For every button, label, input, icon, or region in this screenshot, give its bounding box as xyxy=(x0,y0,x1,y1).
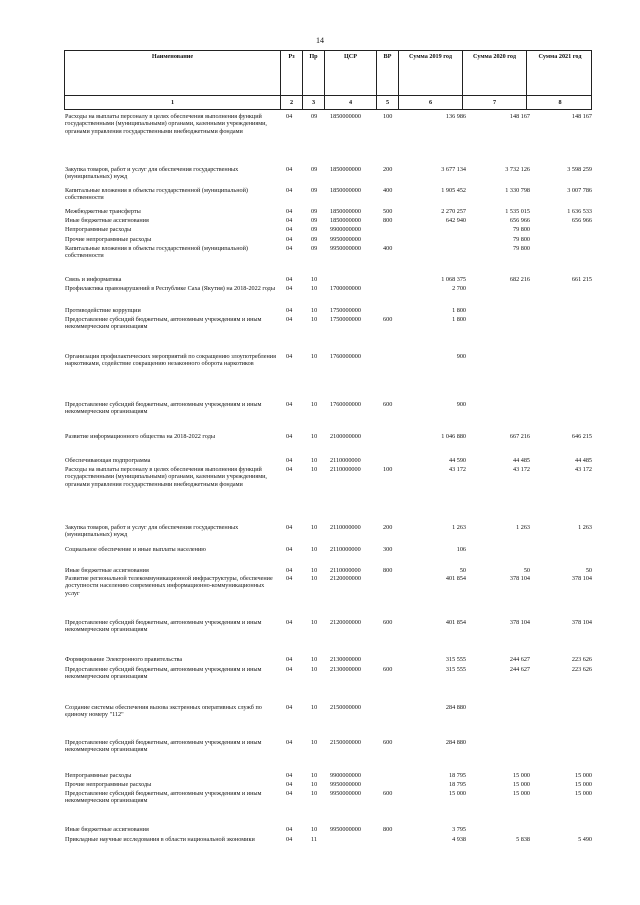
row-csr: 9950000000 xyxy=(330,790,361,797)
row-rz: 04 xyxy=(286,666,293,673)
row-pr: 10 xyxy=(311,276,318,283)
row-rz: 04 xyxy=(286,433,293,440)
row-pr: 10 xyxy=(311,524,318,531)
row-sum-2019: 3 677 134 xyxy=(441,166,466,173)
header-sum-2020: Сумма 2020 год xyxy=(463,51,527,95)
row-vr: 300 xyxy=(383,546,393,553)
row-sum-2020: 79 800 xyxy=(512,236,530,243)
row-name: Непрограммные расходы xyxy=(65,226,132,233)
row-pr: 10 xyxy=(311,575,318,582)
row-rz: 04 xyxy=(286,276,293,283)
row-pr: 10 xyxy=(311,353,318,360)
row-sum-2021: 148 167 xyxy=(571,113,592,120)
row-pr: 10 xyxy=(311,772,318,779)
row-pr: 10 xyxy=(311,316,318,323)
row-csr: 1750000000 xyxy=(330,316,361,323)
row-sum-2020: 50 xyxy=(523,567,530,574)
row-name: Расходы на выплаты персоналу в целях обеспечения выполнения функций государственными (муниципальными) органами, казенными учреждениями, органами управления государственными внебюджетными фондами xyxy=(65,466,267,488)
row-name: Предоставление субсидий бюджетным, автономным учреждениям и иным некоммерческим организациям xyxy=(65,666,262,681)
row-pr: 10 xyxy=(311,546,318,553)
row-sum-2019: 44 590 xyxy=(448,457,466,464)
row-csr: 2120000000 xyxy=(330,575,361,582)
row-name: Иные бюджетные ассигнования xyxy=(65,826,149,833)
row-pr: 10 xyxy=(311,826,318,833)
row-sum-2020: 244 627 xyxy=(509,656,530,663)
row-name: Расходы на выплаты персоналу в целях обеспечения выполнения функций государственными (муниципальными) органами, казенными учреждениями, органами управления государственными внебюджетными фондами xyxy=(65,113,267,135)
row-rz: 04 xyxy=(286,285,293,292)
row-name: Прочие непрограммные расходы xyxy=(65,781,152,788)
row-sum-2020: 378 104 xyxy=(509,575,530,582)
row-sum-2021: 43 172 xyxy=(574,466,592,473)
row-csr: 1760000000 xyxy=(330,353,361,360)
row-rz: 04 xyxy=(286,226,293,233)
row-vr: 400 xyxy=(383,245,393,252)
row-rz: 04 xyxy=(286,739,293,746)
row-vr: 600 xyxy=(383,790,393,797)
row-pr: 09 xyxy=(311,217,318,224)
row-sum-2019: 1 800 xyxy=(452,307,466,314)
col-number: 8 xyxy=(558,99,562,106)
row-rz: 04 xyxy=(286,401,293,408)
row-sum-2021: 656 966 xyxy=(571,217,592,224)
row-name: Обеспечивающая подпрограмма xyxy=(65,457,151,464)
row-vr: 500 xyxy=(383,208,393,215)
row-vr: 600 xyxy=(383,619,393,626)
row-name: Формирование Электронного правительства xyxy=(65,656,183,663)
row-pr: 10 xyxy=(311,739,318,746)
header-csr: ЦСР xyxy=(325,51,377,95)
budget-table xyxy=(64,50,592,870)
row-csr: 1760000000 xyxy=(330,401,361,408)
row-csr: 2150000000 xyxy=(330,704,361,711)
row-sum-2019: 1 800 xyxy=(452,316,466,323)
row-csr: 9950000000 xyxy=(330,826,361,833)
row-vr: 200 xyxy=(383,524,393,531)
row-pr: 10 xyxy=(311,285,318,292)
row-vr: 400 xyxy=(383,187,393,194)
table-body xyxy=(64,110,592,870)
row-rz: 04 xyxy=(286,466,293,473)
row-sum-2021: 646 215 xyxy=(571,433,592,440)
row-sum-2019: 315 555 xyxy=(445,666,466,673)
header-pr: Пр xyxy=(303,51,325,95)
row-rz: 04 xyxy=(286,790,293,797)
row-csr: 9950000000 xyxy=(330,245,361,252)
row-rz: 04 xyxy=(286,772,293,779)
row-sum-2019: 4 938 xyxy=(452,836,466,843)
row-sum-2019: 284 880 xyxy=(445,739,466,746)
row-pr: 09 xyxy=(311,208,318,215)
row-rz: 04 xyxy=(286,781,293,788)
row-name: Предоставление субсидий бюджетным, автономным учреждениям и иным некоммерческим организациям xyxy=(65,401,262,416)
row-sum-2021: 223 626 xyxy=(571,666,592,673)
row-csr: 1850000000 xyxy=(330,113,361,120)
row-rz: 04 xyxy=(286,575,293,582)
header-sum-2021: Сумма 2021 год xyxy=(538,53,582,60)
row-rz: 04 xyxy=(286,208,293,215)
row-csr: 2100000000 xyxy=(330,433,361,440)
col-number: 3 xyxy=(303,96,325,109)
row-rz: 04 xyxy=(286,353,293,360)
row-name: Противодействие коррупции xyxy=(65,307,141,314)
row-rz: 04 xyxy=(286,524,293,531)
row-rz: 04 xyxy=(286,656,293,663)
row-pr: 10 xyxy=(311,619,318,626)
row-sum-2021: 378 104 xyxy=(571,575,592,582)
row-csr: 1700000000 xyxy=(330,285,361,292)
row-sum-2020: 667 216 xyxy=(509,433,530,440)
row-sum-2021: 3 007 786 xyxy=(567,187,592,194)
row-vr: 100 xyxy=(383,466,393,473)
row-sum-2021: 661 215 xyxy=(571,276,592,283)
row-name: Предоставление субсидий бюджетным, автономным учреждениям и иным некоммерческим организациям xyxy=(65,739,262,754)
row-sum-2020: 79 800 xyxy=(512,245,530,252)
row-vr: 600 xyxy=(383,666,393,673)
row-pr: 09 xyxy=(311,166,318,173)
row-csr: 2110000000 xyxy=(330,567,361,574)
row-sum-2021: 15 000 xyxy=(574,790,592,797)
row-name: Развитие информационного общества на 2018-2022 годы xyxy=(65,433,216,440)
row-csr: 1750000000 xyxy=(330,307,361,314)
row-sum-2019: 15 000 xyxy=(448,790,466,797)
row-sum-2020: 148 167 xyxy=(509,113,530,120)
row-sum-2020: 15 000 xyxy=(512,790,530,797)
col-number: 5 xyxy=(377,96,399,109)
col-number: 4 xyxy=(325,96,377,109)
row-name: Иные бюджетные ассигнования xyxy=(65,217,149,224)
row-sum-2019: 284 880 xyxy=(445,704,466,711)
table-header xyxy=(64,50,592,96)
row-name: Профилактика правонарушений в Республике Саха (Якутия) на 2018-2022 годы xyxy=(65,285,275,292)
row-csr: 2150000000 xyxy=(330,739,361,746)
row-sum-2020: 44 485 xyxy=(512,457,530,464)
row-sum-2019: 900 xyxy=(456,353,466,360)
row-vr: 600 xyxy=(383,739,393,746)
row-name: Социальное обеспечение и иные выплаты населению xyxy=(65,546,206,553)
header-column-numbers xyxy=(64,96,592,110)
row-csr: 1850000000 xyxy=(330,217,361,224)
row-sum-2019: 18 795 xyxy=(448,781,466,788)
row-name: Создание системы обеспечения вызова экстренных оперативных служб по единому номеру "112" xyxy=(65,704,262,719)
row-csr: 9900000000 xyxy=(330,226,361,233)
row-name: Связь и информатика xyxy=(65,276,122,283)
row-name: Капитальные вложения в объекты государственной (муниципальной) собственности xyxy=(65,245,248,260)
row-csr: 9950000000 xyxy=(330,781,361,788)
row-sum-2020: 1 263 xyxy=(516,524,530,531)
row-sum-2021: 223 626 xyxy=(571,656,592,663)
row-pr: 10 xyxy=(311,401,318,408)
row-rz: 04 xyxy=(286,236,293,243)
row-sum-2021: 15 000 xyxy=(574,772,592,779)
row-vr: 800 xyxy=(383,826,393,833)
row-sum-2019: 315 555 xyxy=(445,656,466,663)
row-pr: 09 xyxy=(311,236,318,243)
row-pr: 10 xyxy=(311,457,318,464)
row-rz: 04 xyxy=(286,619,293,626)
row-pr: 10 xyxy=(311,656,318,663)
row-pr: 10 xyxy=(311,666,318,673)
row-sum-2021: 15 000 xyxy=(574,781,592,788)
row-sum-2019: 3 795 xyxy=(452,826,466,833)
row-sum-2021: 5 490 xyxy=(578,836,592,843)
row-csr: 2130000000 xyxy=(330,666,361,673)
row-csr: 2110000000 xyxy=(330,466,361,473)
row-pr: 10 xyxy=(311,790,318,797)
row-pr: 11 xyxy=(311,836,317,843)
row-pr: 09 xyxy=(311,226,318,233)
row-sum-2019: 900 xyxy=(456,401,466,408)
row-name: Предоставление субсидий бюджетным, автономным учреждениям и иным некоммерческим организациям xyxy=(65,619,262,634)
row-sum-2019: 50 xyxy=(459,567,466,574)
row-vr: 100 xyxy=(383,113,393,120)
row-sum-2019: 1 905 452 xyxy=(441,187,466,194)
row-sum-2020: 5 838 xyxy=(516,836,530,843)
header-vr: ВР xyxy=(377,51,399,95)
row-name: Закупка товаров, работ и услуг для обеспечения государственных (муниципальных) нужд xyxy=(65,166,239,181)
row-rz: 04 xyxy=(286,546,293,553)
col-number: 1 xyxy=(65,96,281,109)
row-pr: 10 xyxy=(311,567,318,574)
row-sum-2020: 3 732 126 xyxy=(505,166,530,173)
row-rz: 04 xyxy=(286,316,293,323)
row-vr: 200 xyxy=(383,166,393,173)
row-name: Организация профилактических мероприятий по сокращению злоупотребления наркотиками, содействие сокращению незаконного оборота наркотиков xyxy=(65,353,276,368)
header-name: Наименование xyxy=(65,51,281,95)
row-rz: 04 xyxy=(286,567,293,574)
row-sum-2019: 1 068 375 xyxy=(441,276,466,283)
row-rz: 04 xyxy=(286,187,293,194)
row-csr: 2110000000 xyxy=(330,457,361,464)
row-sum-2019: 401 854 xyxy=(445,619,466,626)
row-pr: 10 xyxy=(311,781,318,788)
row-rz: 04 xyxy=(286,217,293,224)
row-csr: 2130000000 xyxy=(330,656,361,663)
row-sum-2019: 1 046 880 xyxy=(441,433,466,440)
row-vr: 800 xyxy=(383,567,393,574)
col-number: 6 xyxy=(399,96,463,109)
row-sum-2020: 43 172 xyxy=(512,466,530,473)
page-number: 14 xyxy=(316,36,324,45)
row-pr: 10 xyxy=(311,433,318,440)
row-rz: 04 xyxy=(286,826,293,833)
row-rz: 04 xyxy=(286,166,293,173)
row-sum-2020: 378 104 xyxy=(509,619,530,626)
row-sum-2020: 1 535 015 xyxy=(505,208,530,215)
row-csr: 9900000000 xyxy=(330,772,361,779)
row-rz: 04 xyxy=(286,457,293,464)
row-csr: 2110000000 xyxy=(330,524,361,531)
row-name: Прочие непрограммные расходы xyxy=(65,236,152,243)
row-name: Капитальные вложения в объекты государственной (муниципальной) собственности xyxy=(65,187,248,202)
row-sum-2019: 18 795 xyxy=(448,772,466,779)
row-csr: 1850000000 xyxy=(330,187,361,194)
row-name: Непрограммные расходы xyxy=(65,772,132,779)
row-sum-2021: 50 xyxy=(585,567,592,574)
row-pr: 10 xyxy=(311,466,318,473)
row-rz: 04 xyxy=(286,704,293,711)
row-sum-2019: 106 xyxy=(456,546,466,553)
row-sum-2019: 642 940 xyxy=(445,217,466,224)
row-sum-2020: 79 800 xyxy=(512,226,530,233)
row-name: Иные бюджетные ассигнования xyxy=(65,567,149,574)
row-sum-2020: 656 966 xyxy=(509,217,530,224)
row-pr: 09 xyxy=(311,113,318,120)
row-csr: 2110000000 xyxy=(330,546,361,553)
row-sum-2020: 244 627 xyxy=(509,666,530,673)
row-sum-2021: 1 636 533 xyxy=(567,208,592,215)
row-sum-2019: 43 172 xyxy=(448,466,466,473)
row-sum-2021: 1 263 xyxy=(578,524,592,531)
row-name: Прикладные научные исследования в области национальной экономики xyxy=(65,836,255,843)
row-csr: 1850000000 xyxy=(330,208,361,215)
row-vr: 600 xyxy=(383,401,393,408)
row-sum-2020: 682 216 xyxy=(509,276,530,283)
row-sum-2021: 3 598 259 xyxy=(567,166,592,173)
row-pr: 10 xyxy=(311,307,318,314)
row-name: Развитие региональной телекоммуникационной инфраструктуры, обеспечение доступности населению современных информационно-коммуникационных услуг xyxy=(65,575,273,597)
row-pr: 09 xyxy=(311,245,318,252)
row-rz: 04 xyxy=(286,113,293,120)
row-vr: 800 xyxy=(383,217,393,224)
row-csr: 1850000000 xyxy=(330,166,361,173)
row-pr: 09 xyxy=(311,187,318,194)
row-csr: 2120000000 xyxy=(330,619,361,626)
col-number: 2 xyxy=(281,96,303,109)
row-name: Предоставление субсидий бюджетным, автономным учреждениям и иным некоммерческим организациям xyxy=(65,790,262,805)
row-sum-2021: 44 485 xyxy=(574,457,592,464)
row-rz: 04 xyxy=(286,307,293,314)
row-rz: 04 xyxy=(286,245,293,252)
row-sum-2019: 401 854 xyxy=(445,575,466,582)
row-sum-2021: 378 104 xyxy=(571,619,592,626)
row-pr: 10 xyxy=(311,704,318,711)
row-name: Закупка товаров, работ и услуг для обеспечения государственных (муниципальных) нужд xyxy=(65,524,239,539)
row-sum-2019: 136 986 xyxy=(445,113,466,120)
row-rz: 04 xyxy=(286,836,293,843)
row-name: Межбюджетные трансферты xyxy=(65,208,141,215)
header-sum-2019: Сумма 2019 год xyxy=(399,51,463,95)
header-rz: Рз xyxy=(281,51,303,95)
row-csr: 9950000000 xyxy=(330,236,361,243)
row-sum-2019: 2 700 xyxy=(452,285,466,292)
row-sum-2019: 1 263 xyxy=(452,524,466,531)
row-sum-2020: 15 000 xyxy=(512,772,530,779)
row-name: Предоставление субсидий бюджетным, автономным учреждениям и иным некоммерческим организациям xyxy=(65,316,262,331)
row-sum-2020: 15 000 xyxy=(512,781,530,788)
col-number: 7 xyxy=(463,96,527,109)
row-sum-2019: 2 270 257 xyxy=(441,208,466,215)
row-sum-2020: 1 330 798 xyxy=(505,187,530,194)
row-vr: 600 xyxy=(383,316,393,323)
